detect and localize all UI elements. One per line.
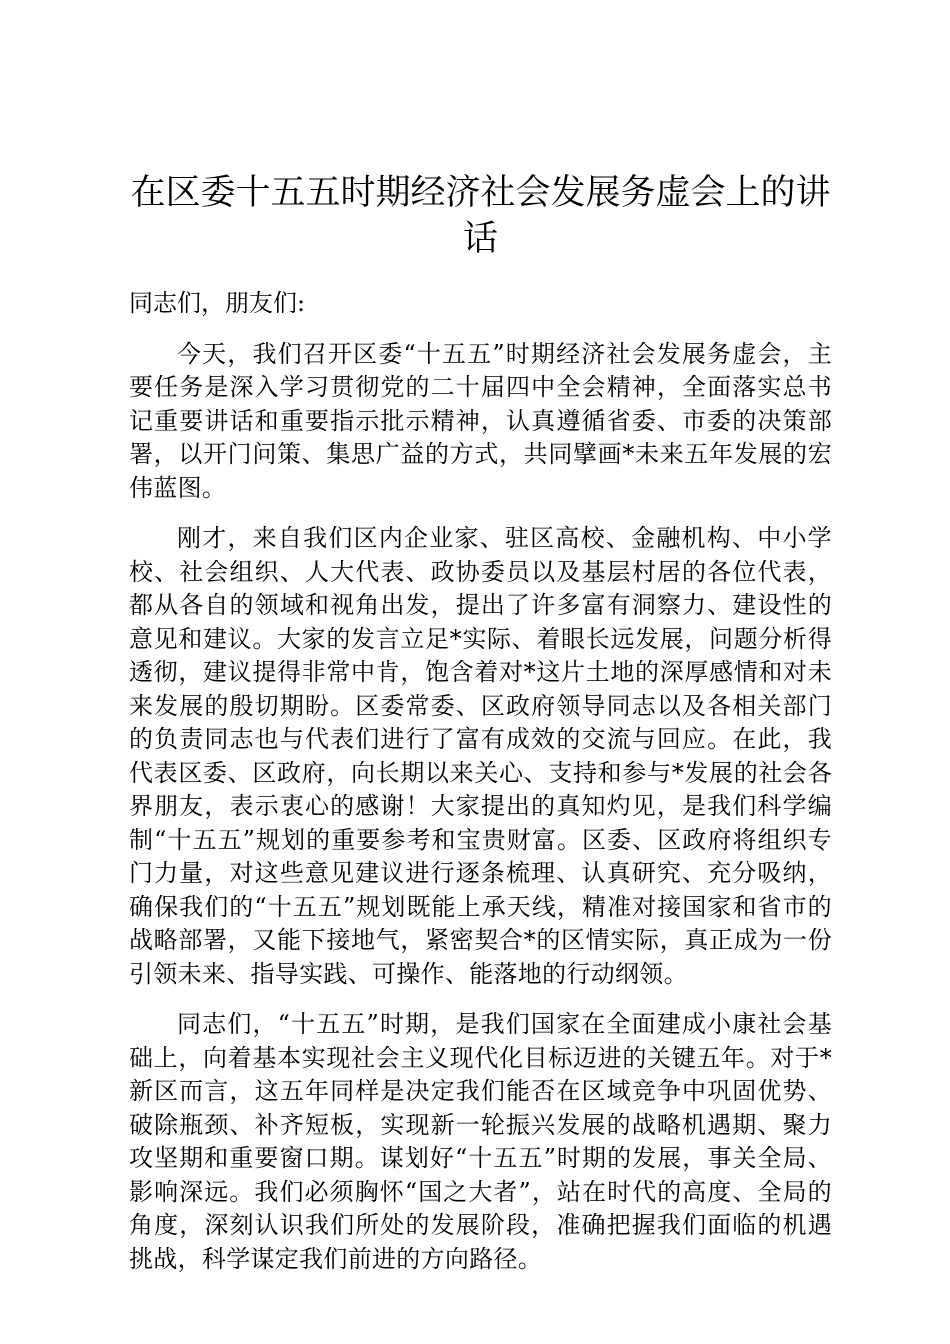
document-title: 在区委十五五时期经济社会发展务虚会上的讲话 [130, 173, 831, 259]
document-body [129, 170, 832, 1276]
paragraph-3: 同志们，“十五五”时期，是我们国家在全面建成小康社会基础上，向着基本实现社会主义现代化目标迈进的关键五年。对于*新区而言，这五年同样是决定我们能否在区域竞争中巩固优势、破除瓶颈、补齐短板，实现新一轮振兴发展的战略机遇期、聚力攻坚期和重要窗口期。谋划好“十五五”时期的发展，事关全局、影响深远。我们必须胸怀“国之大者”，站在时代的高度、全局的角度，深刻认识我们所处的发展阶段，准确把握我们面临的机遇挑战，科学谋定我们前进的方向路径。 [129, 1010, 832, 1273]
paragraph-1: 今天，我们召开区委“十五五”时期经济社会发展务虚会，主要任务是深入学习贯彻党的二十届四中全会精神，全面落实总书记重要讲话和重要指示批示精神，认真遵循省委、市委的决策部署，以开门问策、集思广益的方式，共同擘画*未来五年发展的宏伟蓝图。 [129, 339, 832, 502]
salutation: 同志们，朋友们: [129, 289, 306, 317]
paragraph-2: 刚才，来自我们区内企业家、驻区高校、金融机构、中小学校、社会组织、人大代表、政协委员以及基层村居的各位代表，都从各自的领域和视角出发，提出了许多富有洞察力、建设性的意见和建议。大家的发言立足*实际、着眼长远发展，问题分析得透彻，建议提得非常中肯，饱含着对*这片土地的深厚感情和对未来发展的殷切期盼。区委常委、区政府领导同志以及各相关部门的负责同志也与代表们进行了富有成效的交流与回应。在此，我代表区委、区政府，向长期以来关心、支持和参与*发展的社会各界朋友，表示衷心的感谢！大家提出的真知灼见，是我们科学编制“十五五”规划的重要参考和宝贵财富。区委、区政府将组织专门力量，对这些意见建议进行逐条梳理、认真研究、充分吸纳，确保我们的“十五五”规划既能上承天线，精准对接国家和省市的战略部署，又能下接地气，紧密契合*的区情实际，真正成为一份引领未来、指导实践、可操作、能落地的行动纲领。 [129, 524, 832, 988]
